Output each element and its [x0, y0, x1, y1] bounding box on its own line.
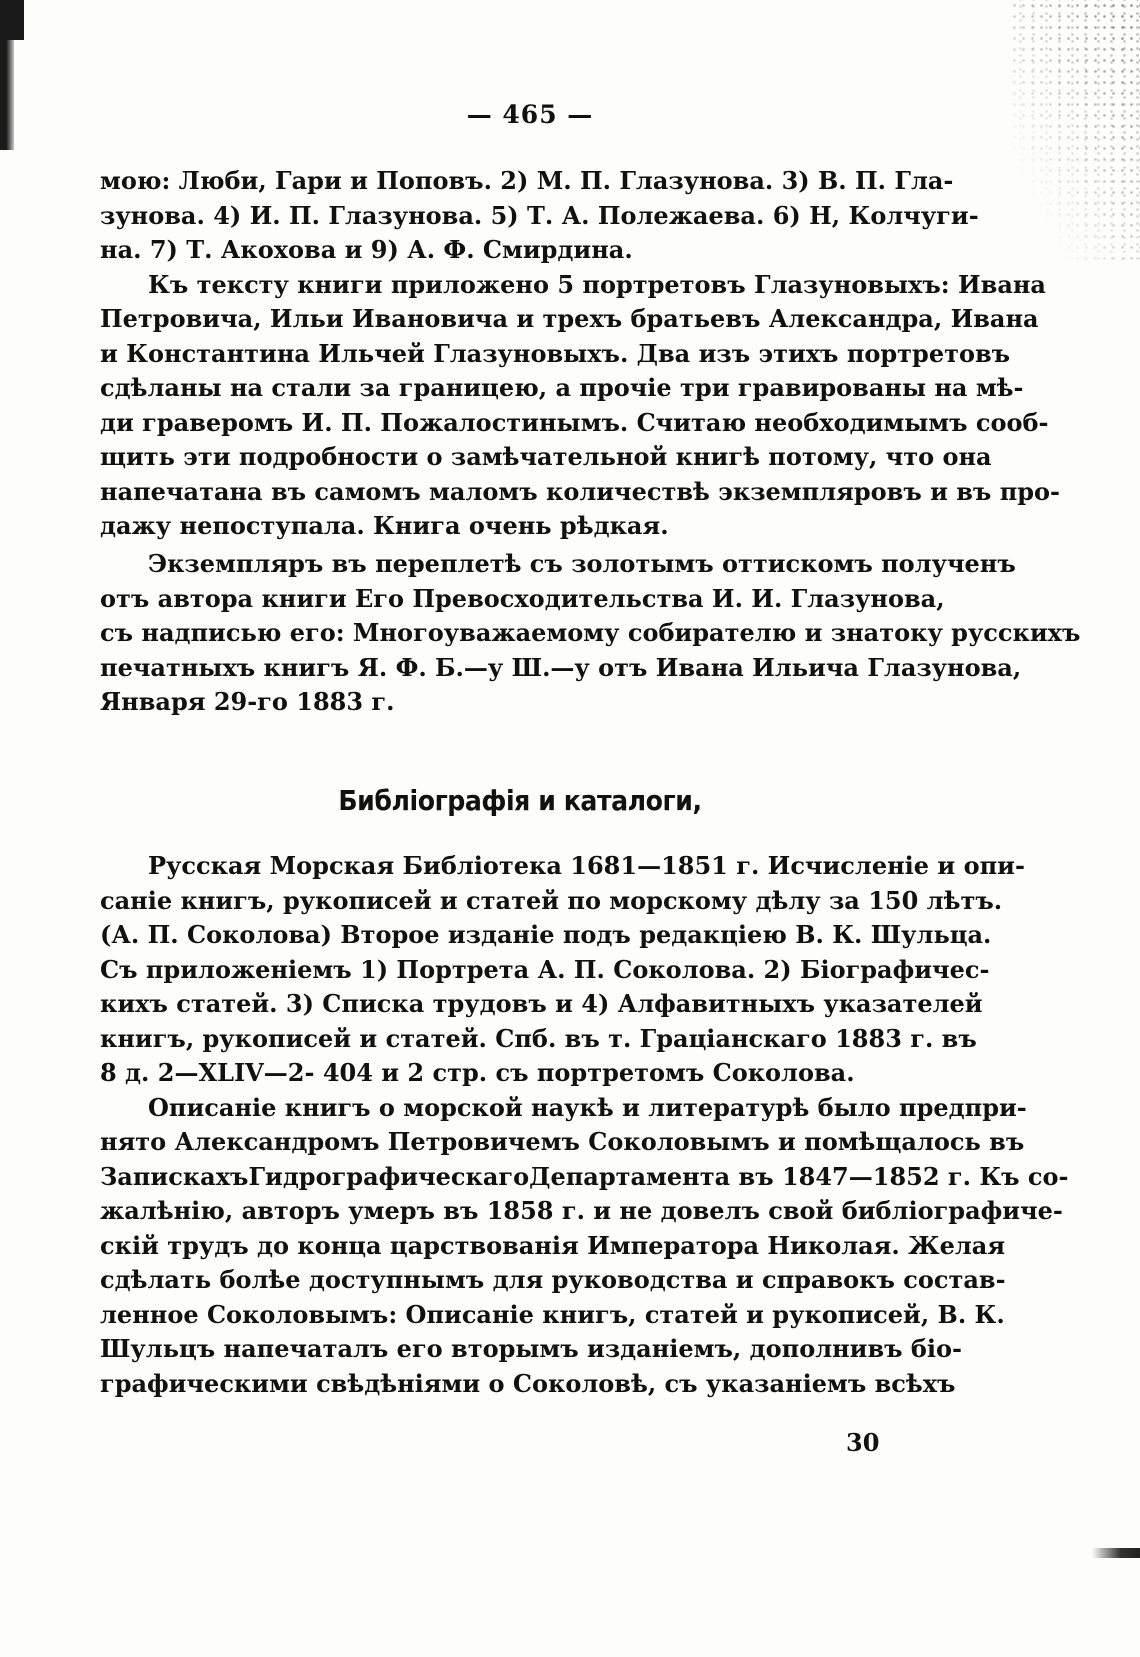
text-line: отъ автора книги Его Превосходительства И. И. Глазунова,	[100, 583, 945, 613]
text-line: Русская Морская Библіотека 1681—1851 г. Исчисленіе и опи-	[148, 851, 1025, 880]
text-line: графическими свѣдѣніями о Соколовѣ, съ указаніемъ всѣхъ	[100, 1368, 956, 1398]
text-line: скій трудъ до конца царствованія Императора Николая. Желая	[100, 1230, 1006, 1260]
text-line: мою: Люби, Гари и Поповъ. 2) М. П. Глазунова. 3) В. П. Гла-	[100, 166, 954, 195]
text-line: зунова. 4) И. П. Глазунова. 5) Т. А. Полежаева. 6) Н, Колчуги-	[100, 200, 979, 230]
text-line: съ надписью его: Многоуважаемому собирателю и знатоку русскихъ	[100, 618, 1081, 647]
text-line: 8 д. 2—XLIV—2- 404 и 2 стр. съ портретомъ Соколова.	[100, 1058, 855, 1087]
text-line: (А. П. Соколова) Второе изданіе подъ редакціею В. К. Шульца.	[100, 920, 992, 949]
text-line: сдѣланы на стали за границею, а прочіе три гравированы на мѣ-	[100, 373, 1024, 402]
text-line: Экземпляръ въ переплетѣ съ золотымъ оттискомъ полученъ	[148, 549, 1016, 578]
signature-mark: 30	[846, 1428, 880, 1457]
top-paragraph	[100, 164, 979, 268]
text-line: и Константина Ильчей Глазуновыхъ. Два изъ этихъ портретовъ	[100, 338, 1011, 368]
top-text-block	[100, 164, 1061, 544]
text-line: Съ приложеніемъ 1) Портрета А. П. Соколова. 2) Біографичес-	[100, 954, 990, 984]
text-line: книгъ, рукописей и статей. Спб. въ т. Граціанскаго 1883 г. въ	[100, 1023, 977, 1053]
text-line: сдѣлать болѣе доступнымъ для руководства и справокъ состав-	[100, 1265, 1006, 1294]
copy-paragraph	[100, 547, 1081, 720]
text-line: кихъ статей. 3) Списка трудовъ и 4) Алфавитныхъ указателей	[100, 989, 983, 1018]
text-line: нято Александромъ Петровичемъ Соколовымъ и помѣщалось въ	[100, 1127, 1025, 1156]
text-line: саніе книгъ, рукописей и статей по морскому дѣлу за 150 лѣтъ.	[100, 885, 1003, 915]
page-number: — 465 —	[466, 100, 594, 129]
text-line: жалѣнію, авторъ умеръ въ 1858 г. и не довелъ свой библіографиче-	[100, 1196, 1063, 1225]
description-paragraph	[100, 1091, 1069, 1402]
portraits-paragraph	[100, 268, 1061, 544]
text-line: Описаніе книгъ о морской наукѣ и литературѣ было предпри-	[148, 1092, 1027, 1122]
bottom-text-block	[100, 849, 1069, 1401]
scan-edge-corner	[0, 0, 24, 40]
text-line: ленное Соколовымъ: Описаніе книгъ, статей и рукописей, В. К.	[100, 1299, 1005, 1329]
text-line: на. 7) Т. Акохова и 9) А. Ф. Смирдина.	[100, 235, 633, 264]
text-line: ди граверомъ И. П. Пожалостинымъ. Считаю необходимымъ сооб-	[100, 407, 1049, 437]
text-line: Къ тексту книги приложено 5 портретовъ Глазуновыхъ: Ивана	[148, 269, 1046, 299]
section-heading: Библіографія и каталоги,	[338, 784, 702, 817]
entry-paragraph	[100, 849, 1025, 1091]
text-line: печатныхъ книгъ Я. Ф. Б.—у Ш.—у отъ Ивана Ильича Глазунова,	[100, 652, 1022, 682]
text-line: Петровича, Ильи Ивановича и трехъ братьевъ Александра, Ивана	[100, 304, 1039, 333]
text-line: щить эти подробности о замѣчательной книгѣ потому, что она	[100, 442, 992, 471]
text-line: Шульцъ напечаталъ его вторымъ изданіемъ, дополнивъ біо-	[100, 1334, 963, 1363]
text-line: Января 29-го 1883 г.	[100, 687, 395, 716]
scan-edge-mark	[1092, 1548, 1140, 1558]
text-line: ЗапискахъГидрографическагоДепартамента въ 1847—1852 г. Къ со-	[100, 1161, 1069, 1191]
scan-speckle-noise	[1010, 0, 1140, 260]
text-line: напечатана въ самомъ маломъ количествѣ экземпляровъ и въ про-	[100, 476, 1061, 506]
text-line: дажу непоступала. Книга очень рѣдкая.	[100, 511, 669, 540]
